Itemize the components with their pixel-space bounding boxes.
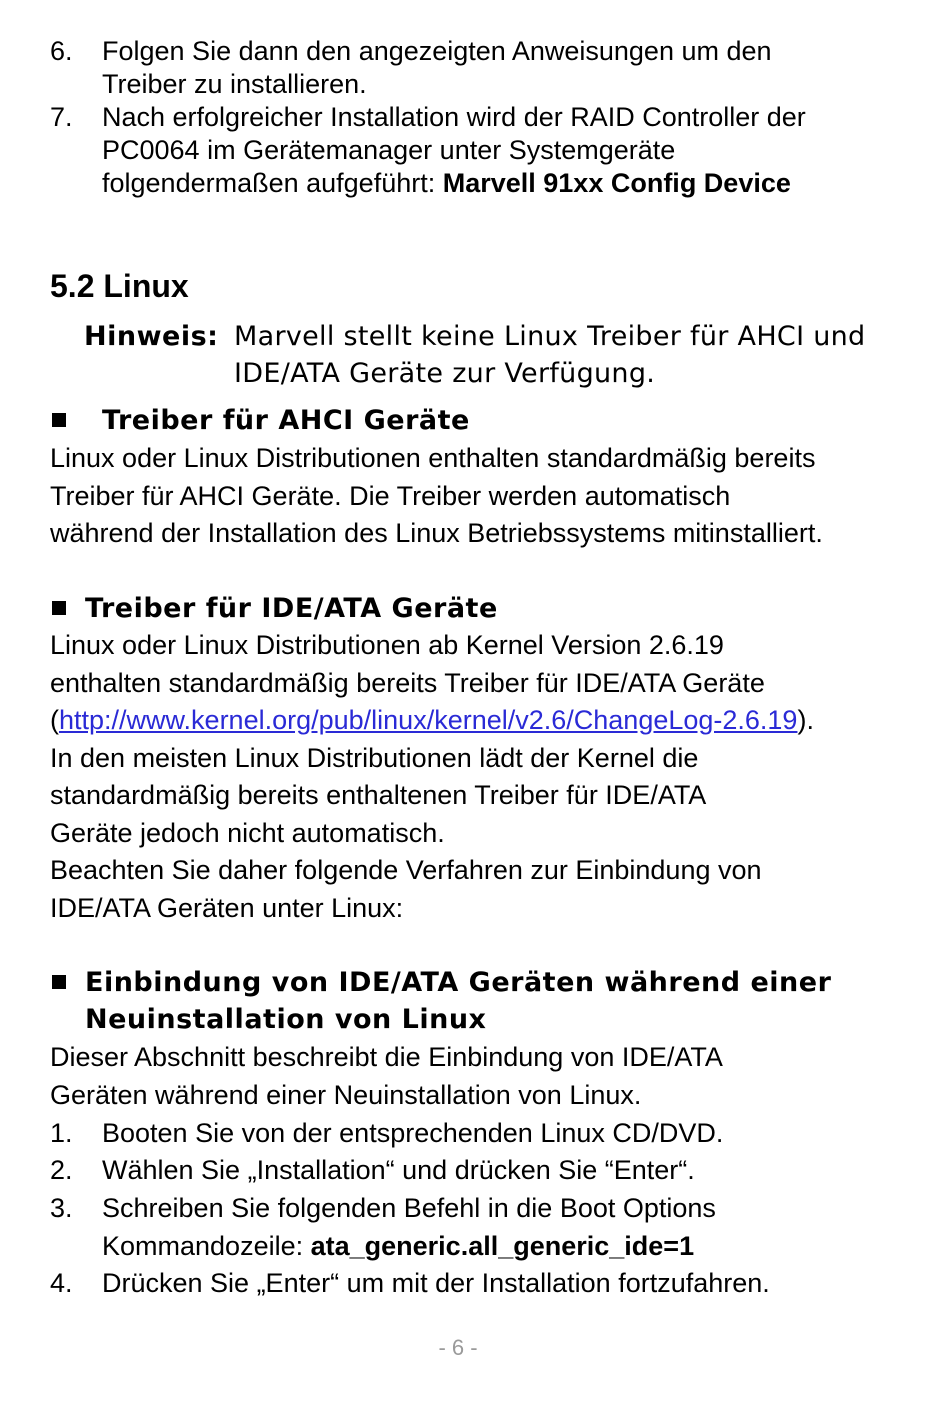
paragraph-line: standardmäßig bereits enthaltenen Treiber für IDE/ATA [50, 780, 707, 810]
hint-text [234, 318, 894, 392]
heading-line: Einbindung von IDE/ATA Geräten während einer [85, 967, 832, 998]
square-bullet-icon [52, 601, 66, 615]
list-number: 1. [50, 1118, 73, 1148]
step-text-prefix: Kommandozeile: [102, 1230, 311, 1261]
boot-command: ata_generic.all_generic_ide=1 [310, 1230, 695, 1261]
list-text-line [102, 167, 910, 200]
list-text-line: Treiber zu installieren. [102, 69, 367, 99]
paragraph-line: Linux oder Linux Distributionen ab Kernel Version 2.6.19 [50, 630, 724, 660]
list-number: 3. [50, 1193, 73, 1223]
list-text-line: PC0064 im Gerätemanager unter Systemgeräte [102, 135, 676, 165]
install-heading-text [85, 964, 831, 1038]
paragraph-line: Dieser Abschnitt beschreibt die Einbindung von IDE/ATA [50, 1042, 723, 1072]
list-number: 4. [50, 1268, 73, 1298]
heading-line: Neuinstallation von Linux [85, 1004, 487, 1035]
step-text: Drücken Sie „Enter“ um mit der Installation fortzufahren. [102, 1268, 770, 1298]
list-text-line: Folgen Sie dann den angezeigten Anweisungen um den [102, 36, 772, 66]
section-title: 5.2 Linux [50, 268, 189, 304]
paragraph-line: Geräte jedoch nicht automatisch. [50, 817, 445, 848]
kernel-changelog-link[interactable]: http://www.kernel.org/pub/linux/kernel/v2.6/ChangeLog-2.6.19 [59, 705, 798, 735]
square-bullet-icon [52, 413, 66, 427]
list-number: 7. [50, 102, 73, 132]
ideata-heading-text: Treiber für IDE/ATA Geräte [85, 593, 498, 624]
square-bullet-icon [52, 975, 66, 989]
paragraph-line: IDE/ATA Geräten unter Linux: [50, 892, 404, 923]
ideata-paragraph [50, 627, 920, 927]
step-text: Wählen Sie „Installation“ und drücken Sie “Enter“. [102, 1155, 695, 1185]
list-text-line: Nach erfolgreicher Installation wird der RAID Controller der [102, 102, 806, 132]
paragraph-line: Geräten während einer Neuinstallation von Linux. [50, 1079, 642, 1110]
hint-text-line: IDE/ATA Geräte zur Verfügung. [234, 358, 656, 389]
paragraph-line [50, 702, 920, 740]
paragraph-line: In den meisten Linux Distributionen lädt der Kernel die [50, 742, 699, 773]
step-text: Booten Sie von der entsprechenden Linux CD/DVD. [102, 1118, 724, 1148]
paragraph-line: Treiber für AHCI Geräte. Die Treiber werden automatisch [50, 480, 731, 511]
list-number: 2. [50, 1155, 73, 1185]
paragraph-line: Linux oder Linux Distributionen enthalten standardmäßig bereits [50, 443, 816, 473]
paragraph-line: Beachten Sie daher folgende Verfahren zur Einbindung von [50, 855, 762, 885]
link-paren-open: ( [50, 705, 59, 735]
step-text: Schreiben Sie folgenden Befehl in die Boot Options [102, 1193, 716, 1223]
page-number: - 6 - [438, 1335, 478, 1360]
paragraph-line: während der Installation des Linux Betriebssystems mitinstalliert. [50, 518, 823, 548]
paragraph-line: enthalten standardmäßig bereits Treiber für IDE/ATA Geräte [50, 667, 765, 698]
hint-label: Hinweis: [84, 321, 219, 352]
ahci-paragraph [50, 440, 920, 553]
list-number: 6. [50, 36, 73, 66]
install-intro [50, 1039, 920, 1114]
hint-text-line: Marvell stellt keine Linux Treiber für AHCI und [234, 321, 866, 352]
step-text [102, 1228, 910, 1266]
list-text-prefix: folgendermaßen aufgeführt: [102, 168, 443, 198]
ahci-heading-text: Treiber für AHCI Geräte [102, 405, 470, 436]
device-name: Marvell 91xx Config Device [442, 168, 791, 198]
link-paren-close: ). [797, 705, 814, 735]
